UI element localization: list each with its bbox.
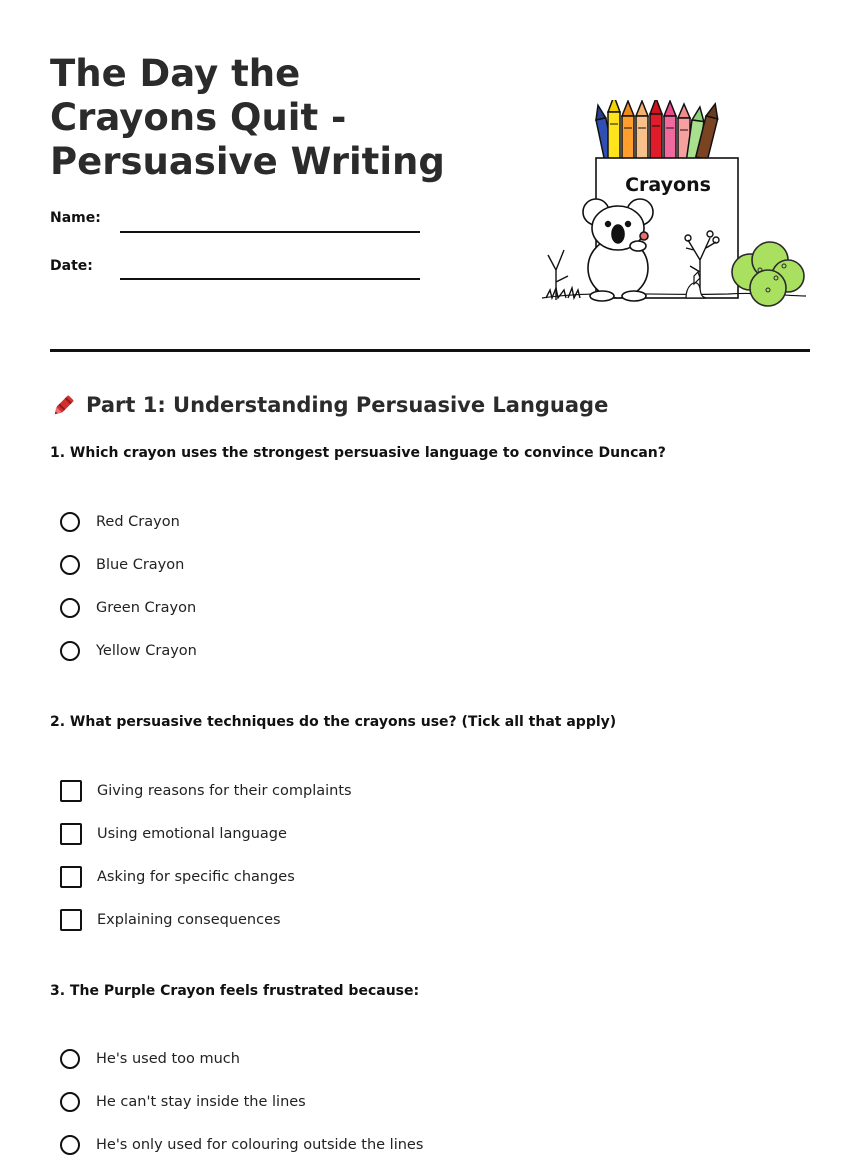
checkbox[interactable]	[60, 866, 82, 888]
checkbox[interactable]	[60, 909, 82, 931]
q3-option-outside-lines[interactable]	[60, 1133, 423, 1157]
name-label: Name:	[50, 210, 101, 226]
option-label: He's only used for colouring outside the lines	[96, 1137, 424, 1153]
crayon-icon	[50, 391, 78, 419]
q2-option-consequences[interactable]	[60, 908, 281, 932]
radio-button[interactable]	[60, 1135, 80, 1155]
radio-button[interactable]	[60, 641, 80, 661]
checkbox[interactable]	[60, 780, 82, 802]
q2-option-emotional[interactable]	[60, 822, 287, 846]
part1-heading-text: Part 1: Understanding Persuasive Language	[86, 393, 609, 417]
radio-button[interactable]	[60, 1049, 80, 1069]
q3-option-used-too-much[interactable]	[60, 1047, 240, 1071]
radio-button[interactable]	[60, 598, 80, 618]
crayon-box-koala-illustration	[538, 100, 810, 312]
part1-heading	[50, 390, 608, 420]
option-label: Green Crayon	[96, 600, 197, 616]
option-label: Giving reasons for their complaints	[97, 783, 352, 799]
question-2-text: 2. What persuasive techniques do the crayons use? (Tick all that apply)	[50, 714, 617, 730]
option-label: Red Crayon	[96, 514, 180, 530]
q3-option-inside-lines[interactable]	[60, 1090, 306, 1114]
question-1-text: 1. Which crayon uses the strongest persuasive language to convince Duncan?	[50, 445, 666, 461]
question-3-text: 3. The Purple Crayon feels frustrated because:	[50, 983, 420, 999]
option-label: Explaining consequences	[97, 912, 281, 928]
date-field[interactable]	[120, 278, 420, 280]
option-label: Yellow Crayon	[96, 643, 197, 659]
option-label: Using emotional language	[97, 826, 287, 842]
q2-option-reasons[interactable]	[60, 779, 352, 803]
header-divider	[50, 349, 810, 352]
q1-option-green[interactable]	[60, 596, 196, 620]
q2-option-changes[interactable]	[60, 865, 295, 889]
crayon-box-label: Crayons	[625, 174, 711, 196]
worksheet-title: The Day the Crayons Quit - Persuasive Writing	[50, 52, 445, 183]
q1-option-blue[interactable]	[60, 553, 184, 577]
q1-option-red[interactable]	[60, 510, 180, 534]
checkbox[interactable]	[60, 823, 82, 845]
radio-button[interactable]	[60, 1092, 80, 1112]
option-label: Asking for specific changes	[97, 869, 295, 885]
q1-option-yellow[interactable]	[60, 639, 197, 663]
date-label: Date:	[50, 258, 93, 274]
option-label: Blue Crayon	[96, 557, 185, 573]
option-label: He can't stay inside the lines	[96, 1094, 306, 1110]
radio-button[interactable]	[60, 555, 80, 575]
radio-button[interactable]	[60, 512, 80, 532]
option-label: He's used too much	[96, 1051, 240, 1067]
name-field[interactable]	[120, 231, 420, 233]
